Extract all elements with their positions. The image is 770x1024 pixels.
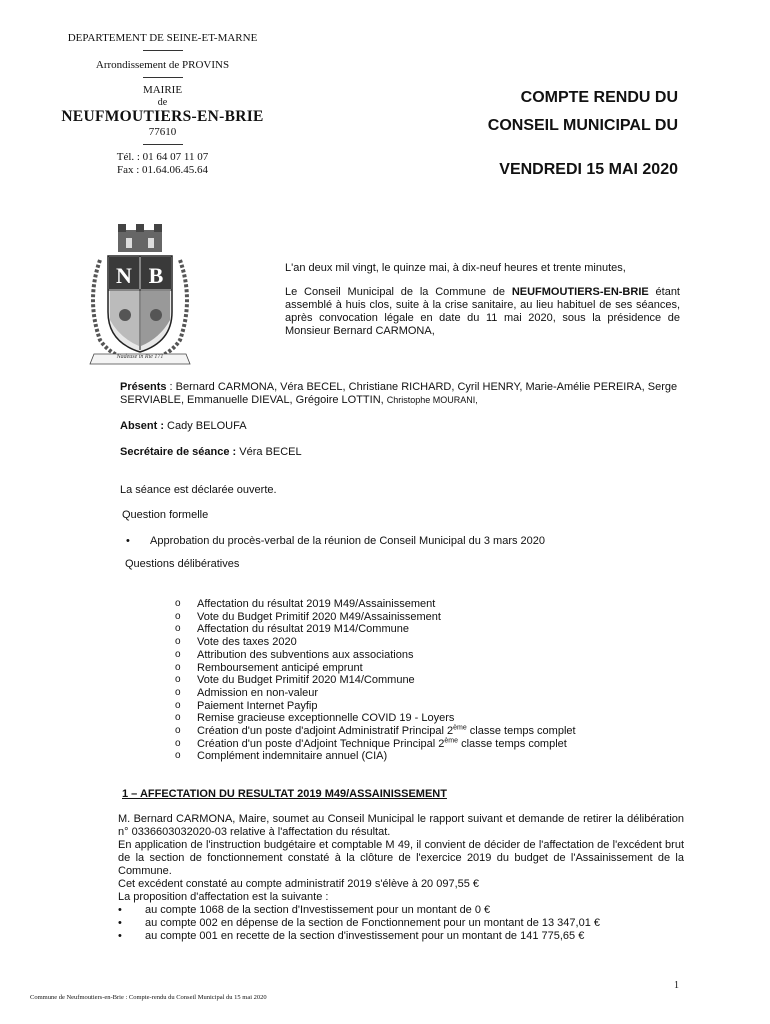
- list-item: [175, 598, 576, 611]
- circle-bullet-icon: o: [175, 623, 181, 635]
- circle-bullet-icon: o: [175, 737, 181, 749]
- allocation-item: au compte 002 en dépense de la section de Fonctionnement pour un montant de 13 347,01 €: [145, 917, 600, 929]
- agenda-item-part: Création d'un poste d'Adjoint Technique Principal 2: [197, 737, 445, 750]
- agenda-item-text: Vote du Budget Primitif 2020 M14/Commune: [197, 674, 415, 687]
- absent-line: [120, 420, 247, 433]
- list-item: [175, 712, 576, 725]
- list-item: [118, 917, 684, 930]
- bullet-marker: •: [126, 535, 130, 547]
- agenda-item-text: Vote du Budget Primitif 2020 M49/Assainissement: [197, 610, 441, 623]
- list-item: [175, 611, 576, 624]
- presents-names-small: Christophe MOURANI,: [386, 395, 478, 405]
- secretary-line: [120, 446, 302, 459]
- ordinal-suffix: ème: [444, 737, 459, 745]
- presents-list: [120, 381, 700, 407]
- municipality-header: [40, 32, 285, 177]
- section-paragraph: La proposition d'affectation est la suivante :: [118, 891, 329, 903]
- list-item: [175, 623, 576, 636]
- document-title-line1: COMPTE RENDU DU: [520, 89, 678, 106]
- agenda-item-part: classe temps complet: [466, 725, 576, 738]
- circle-bullet-icon: o: [175, 725, 181, 737]
- coat-of-arms-icon: [80, 220, 200, 370]
- circle-bullet-icon: o: [175, 750, 181, 762]
- presents-names: : Bernard CARMONA, Véra BECEL, Christiane RICHARD, Cyril HENRY, Marie-Amélie PEREIRA, Serge SERVIABLE, Emmanuelle DIEVAL, Grégoire LOTTIN,: [120, 381, 678, 406]
- agenda-item-text: Complément indemnitaire annuel (CIA): [197, 750, 388, 763]
- list-item: [175, 725, 576, 738]
- list-item: [175, 738, 576, 751]
- agenda-item-text: Vote des taxes 2020: [197, 636, 297, 649]
- section-heading: 1 – AFFECTATION DU RESULTAT 2019 M49/ASSAINISSEMENT: [122, 788, 447, 800]
- circle-bullet-icon: o: [175, 598, 181, 609]
- absent-label: Absent :: [120, 420, 164, 432]
- agenda-item-text: Remise gracieuse exceptionnelle COVID 19 - Loyers: [197, 712, 455, 725]
- circle-bullet-icon: o: [175, 610, 181, 622]
- intro-paragraph: [285, 286, 680, 338]
- section-paragraph: Cet excédent constaté au compte administratif 2019 s'élève à 20 097,55 €: [118, 878, 480, 890]
- agenda-item-part: classe temps complet: [458, 737, 567, 750]
- list-item: [175, 636, 576, 649]
- fax-number: Fax : 01.64.06.45.64: [116, 164, 209, 176]
- agenda-item-text: [197, 738, 567, 751]
- list-item: [175, 662, 576, 675]
- agenda-item-text: Remboursement anticipé emprunt: [197, 661, 363, 674]
- agenda-item-text: Paiement Internet Payfip: [197, 699, 318, 712]
- list-item: [175, 649, 576, 662]
- question-formelle-text: Approbation du procès-verbal de la réunion de Conseil Municipal du 3 mars 2020: [150, 535, 546, 547]
- page-number: 1: [674, 980, 679, 991]
- footer-text: Commune de Neufmoutiers-en-Brie : Compte-rendu du Conseil Municipal du 15 mai 2020: [30, 994, 267, 1001]
- list-item: [175, 674, 576, 687]
- bullet-marker: •: [118, 930, 122, 942]
- bullet-marker: •: [118, 904, 122, 916]
- postal-code: 77610: [148, 126, 177, 138]
- list-item: [175, 687, 576, 700]
- question-formelle-label: Question formelle: [122, 509, 209, 521]
- allocation-item: au compte 1068 de la section d'Investissement pour un montant de 0 €: [145, 904, 491, 916]
- circle-bullet-icon: o: [175, 636, 181, 648]
- agenda-item-text: Affectation du résultat 2019 M14/Commune: [197, 623, 409, 636]
- allocation-item: au compte 001 en recette de la section d'investissement pour un montant de 141 775,65 €: [145, 930, 585, 942]
- secretary-name: Véra BECEL: [236, 446, 302, 458]
- divider: [143, 50, 183, 51]
- session-opening: La séance est déclarée ouverte.: [120, 484, 277, 496]
- circle-bullet-icon: o: [175, 686, 181, 698]
- list-item: [118, 930, 684, 943]
- section-paragraph: M. Bernard CARMONA, Maire, soumet au Conseil Municipal le rapport suivant et demande de retirer la délibération n° 0336603032020-03 relative à l'affectation du résultat.: [118, 813, 684, 838]
- agenda-item-part: Création d'un poste d'adjoint Administratif Principal 2: [197, 725, 454, 738]
- agenda-item-text: Affectation du résultat 2019 M49/Assainissement: [197, 598, 436, 610]
- agenda-item-text: Admission en non-valeur: [197, 686, 319, 699]
- bullet-marker: •: [118, 917, 122, 929]
- intro-text: Le Conseil Municipal de la Commune de: [285, 286, 512, 298]
- agenda-item-text: [197, 725, 576, 738]
- absent-name: Cady BELOUFA: [164, 420, 247, 432]
- questions-deliberatives-label: Questions délibératives: [125, 558, 240, 570]
- circle-bullet-icon: o: [175, 699, 181, 711]
- circle-bullet-icon: o: [175, 661, 181, 673]
- mairie-label: MAIRIE: [142, 84, 183, 96]
- intro-text-end: étant assemblé à huis clos, suite à la crise sanitaire, au lieu habituel de ses séances, après convocation légale en date du 11 mai 2020, sous la présidence de Monsieur Bernard CARMONA,: [285, 286, 680, 337]
- section-body: [118, 813, 684, 943]
- crest-letter-b: B: [148, 263, 164, 288]
- de-label: de: [157, 97, 168, 108]
- secretary-label: Secrétaire de séance :: [120, 446, 237, 458]
- divider: [143, 144, 183, 145]
- agenda-list: [175, 598, 576, 763]
- circle-bullet-icon: o: [175, 674, 181, 686]
- commune-name: NEUFMOUTIERS-EN-BRIE: [61, 108, 264, 125]
- departement-label: DEPARTEMENT DE SEINE-ET-MARNE: [67, 32, 258, 44]
- phone-number: Tél. : 01 64 07 11 07: [116, 151, 209, 163]
- document-title-line2: CONSEIL MUNICIPAL DU: [487, 117, 678, 134]
- circle-bullet-icon: o: [175, 648, 181, 660]
- circle-bullet-icon: o: [175, 712, 181, 724]
- section-paragraph: En application de l'instruction budgétaire et comptable M 49, il convient de décider de l'affectation de l'excédent brut de la section de fonctionnement constaté à la clôture de l'exercice 2019 du budget de l'Assainissement de la Commune.: [118, 839, 684, 877]
- coat-of-arms-logo: [80, 220, 200, 370]
- arrondissement-label: Arrondissement de PROVINS: [95, 59, 230, 71]
- intro-commune-name: NEUFMOUTIERS-EN-BRIE: [511, 286, 649, 298]
- crest-letter-n: N: [116, 263, 132, 288]
- agenda-item-text: Attribution des subventions aux associations: [197, 648, 414, 661]
- crest-motto: Nadeuse in Rie 171: [116, 354, 164, 360]
- document-title-date: VENDREDI 15 MAI 2020: [499, 161, 678, 178]
- ordinal-suffix: ème: [453, 724, 467, 732]
- list-item: [175, 750, 576, 763]
- list-item: [118, 904, 684, 917]
- divider: [143, 77, 183, 78]
- question-formelle-item: [126, 535, 545, 548]
- presents-label: Présents: [120, 381, 167, 393]
- intro-date: L'an deux mil vingt, le quinze mai, à dix-neuf heures et trente minutes,: [285, 262, 626, 274]
- list-item: [175, 700, 576, 713]
